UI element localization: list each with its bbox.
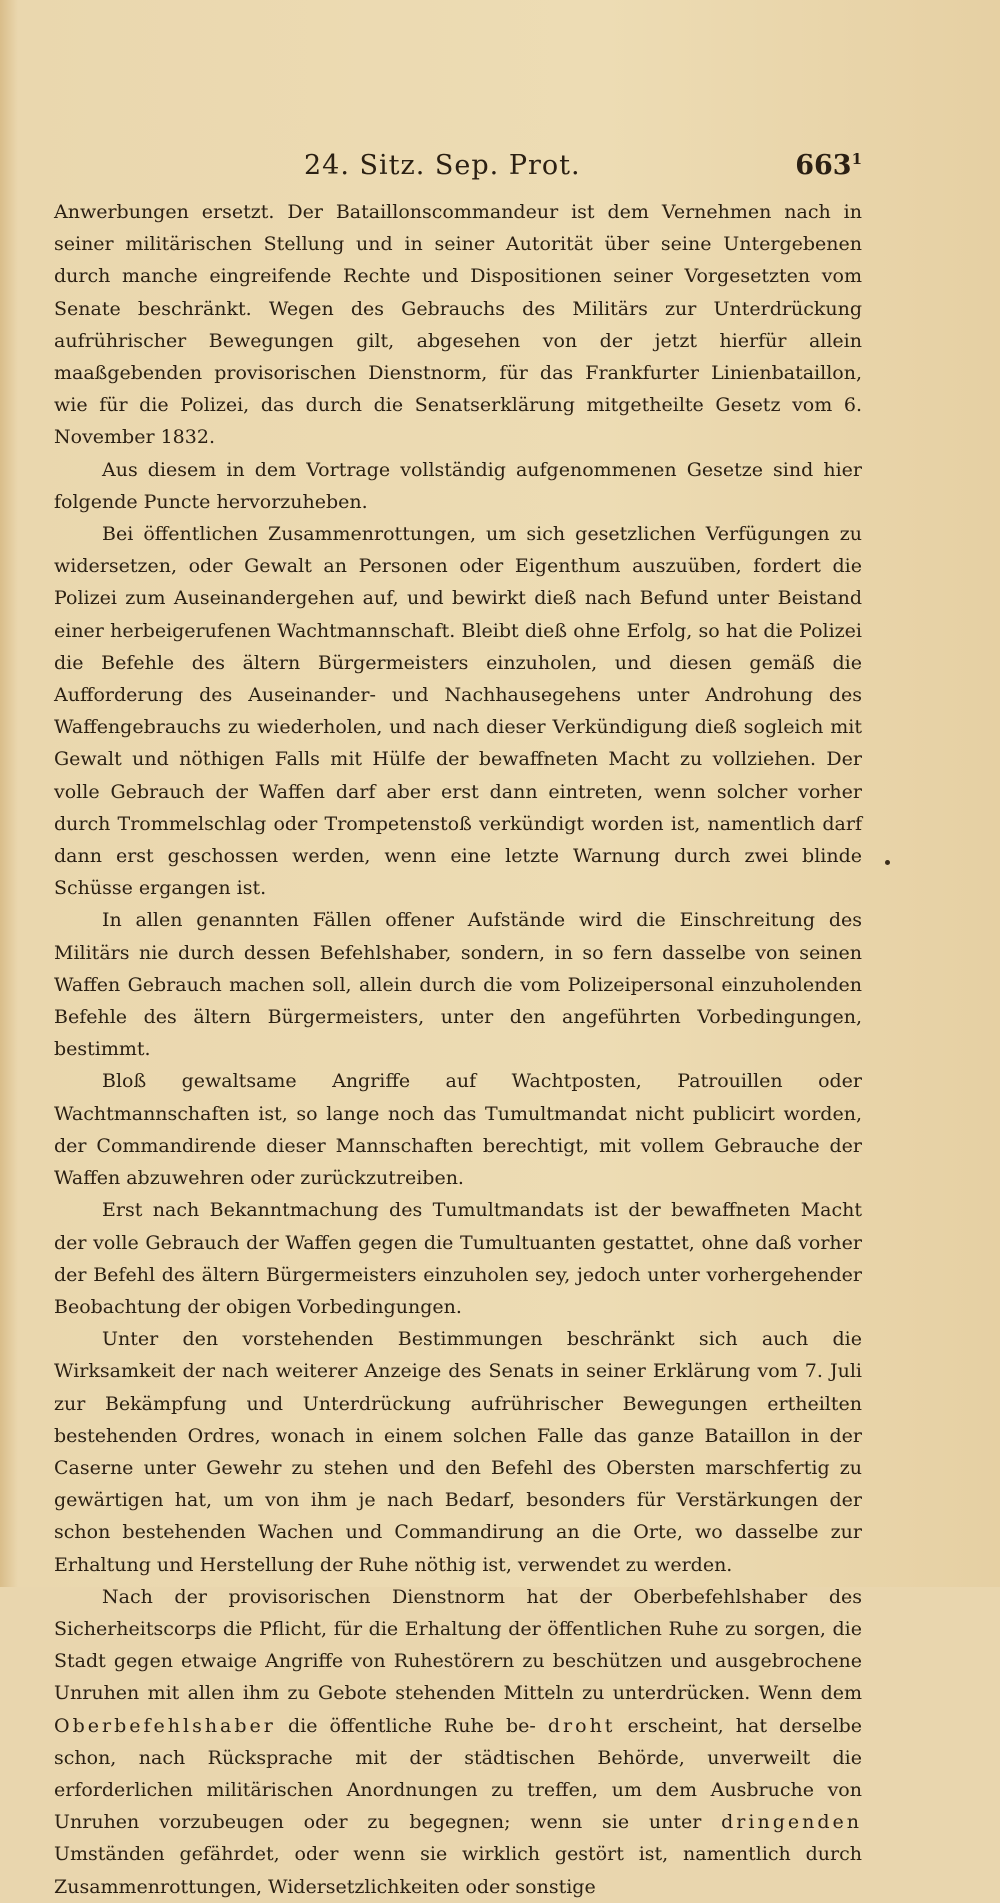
page-number (795, 150, 862, 181)
page-number-superscript: 1 (851, 150, 862, 168)
paragraph: Anwerbungen ersetzt. Der Bataillonscommandeur ist dem Vernehmen nach in seiner militärischen Stellung und in seiner Autorität über seine Untergebenen durch manche eingreifende Rechte und Dispositionen seiner Vorgesetzten vom Senate beschränkt. Wegen des Gebrauchs des Militärs zur Unterdrückung aufrührischer Bewegungen gilt, abgesehen von der jetzt hierfür allein maaßgebenden provisorischen Dienstnorm, für das Frankfurter Linienbataillon, wie für die Polizei, das durch die Senatserklärung mitgetheilte Gesetz vom 6. November 1832. (54, 201, 862, 449)
paragraph: Bloß gewaltsame Angriffe auf Wachtposten, Patrouillen oder Wachtmannschaften ist, so lange noch das Tumultmandat nicht publicirt worden, der Commandirende dieser Mannschaften berechtigt, mit vollem Gebrauche der Waffen abzuwehren oder zurückzutreiben. (54, 1070, 862, 1190)
body-text (54, 196, 862, 1903)
paragraph: Erst nach Bekanntmachung des Tumultmandats ist der bewaffneten Macht der volle Gebrauch der Waffen gegen die Tumultuanten gestattet, ohne daß vorher der Befehl des ältern Bürgermeisters einzuholen sey, jedoch unter vorhergehender Beobachtung der obigen Vorbedingungen. (54, 1199, 862, 1318)
spaced-text: Oberbefehlshaber (54, 1714, 276, 1737)
spaced-text: droht (547, 1714, 616, 1737)
running-head: 24. Sitz. Sep. Prot. (304, 150, 581, 181)
text-run: Nach der provisorischen Dienstnorm hat der Oberbefehlshaber des Sicherheitscorps die Pflicht, für die Erhaltung der öffentlichen Ruhe zu sorgen, die Stadt gegen etwaige Angriffe von Ruhestörern zu beschützen und ausgebrochene Unruhen mit allen ihm zu Gebote stehenden Mitteln zu unterdrücken. Wenn dem (54, 1585, 862, 1705)
text-run: Umständen gefährdet, oder wenn sie wirklich gestört ist, namentlich durch Zusammenrottungen, Widersetzlichkeiten oder sonstige (54, 1843, 862, 1898)
text-run: die öffentliche Ruhe be- (287, 1714, 536, 1737)
spaced-text: dringenden (721, 1811, 862, 1834)
page-number-value: 663 (795, 150, 852, 181)
page-header (54, 150, 862, 190)
paragraph: Aus diesem in dem Vortrage vollständig aufgenommenen Gesetze sind hier folgende Puncte hervorzuheben. (54, 458, 862, 513)
ink-speck (885, 860, 890, 865)
text-run: erscheint, hat derselbe schon, nach Rücksprache mit der städtischen Behörde, unverweilt die erforderlichen militärischen Anordnungen zu treffen, um dem Ausbruche von Unruhen vorzubeugen oder zu begegnen; wenn sie unter (54, 1714, 863, 1834)
paragraph-last (54, 1581, 862, 1903)
paragraph: In allen genannten Fällen offener Aufstände wird die Einschreitung des Militärs nie durch dessen Befehlshaber, sondern, in so fern dasselbe von seinen Waffen Gebrauch machen soll, allein durch die vom Polizeipersonal einzuholenden Befehle des ältern Bürgermeisters, unter den angeführten Vorbedingungen, bestimmt. (54, 909, 862, 1061)
paragraph: Bei öffentlichen Zusammenrottungen, um sich gesetzlichen Verfügungen zu widersetzen, oder Gewalt an Personen oder Eigenthum auszuüben, fordert die Polizei zum Auseinandergehen auf, und bewirkt dieß nach Befund unter Beistand einer herbeigerufenen Wachtmannschaft. Bleibt dieß ohne Erfolg, so hat die Polizei die Befehle des ältern Bürgermeisters einzuholen, und diesen gemäß die Aufforderung des Auseinander- und Nachhausegehens unter Androhung des Waffengebrauchs zu wiederholen, und nach dieser Verkündigung dieß sogleich mit Gewalt und nöthigen Falls mit Hülfe der bewaffneten Macht zu vollziehen. Der volle Gebrauch der Waffen darf aber erst dann eintreten, wenn solcher vorher durch Trommelschlag oder Trompetenstoß verkündigt worden ist, namentlich darf dann erst geschossen werden, wenn eine letzte Warnung durch zwei blinde Schüsse ergangen ist. (54, 523, 862, 900)
paragraph: Unter den vorstehenden Bestimmungen beschränkt sich auch die Wirksamkeit der nach weiterer Anzeige des Senats in seiner Erklärung vom 7. Juli zur Bekämpfung und Unterdrückung aufrührischer Bewegungen ertheilten bestehenden Ordres, wonach in einem solchen Falle das ganze Bataillon in der Caserne unter Gewehr zu stehen und den Befehl des Obersten marschfertig zu gewärtigen hat, um von ihm je nach Bedarf, besonders für Verstärkungen der schon bestehenden Wachen und Commandirung an die Orte, wo dasselbe zur Erhaltung und Herstellung der Ruhe nöthig ist, verwendet zu werden. (54, 1328, 862, 1576)
